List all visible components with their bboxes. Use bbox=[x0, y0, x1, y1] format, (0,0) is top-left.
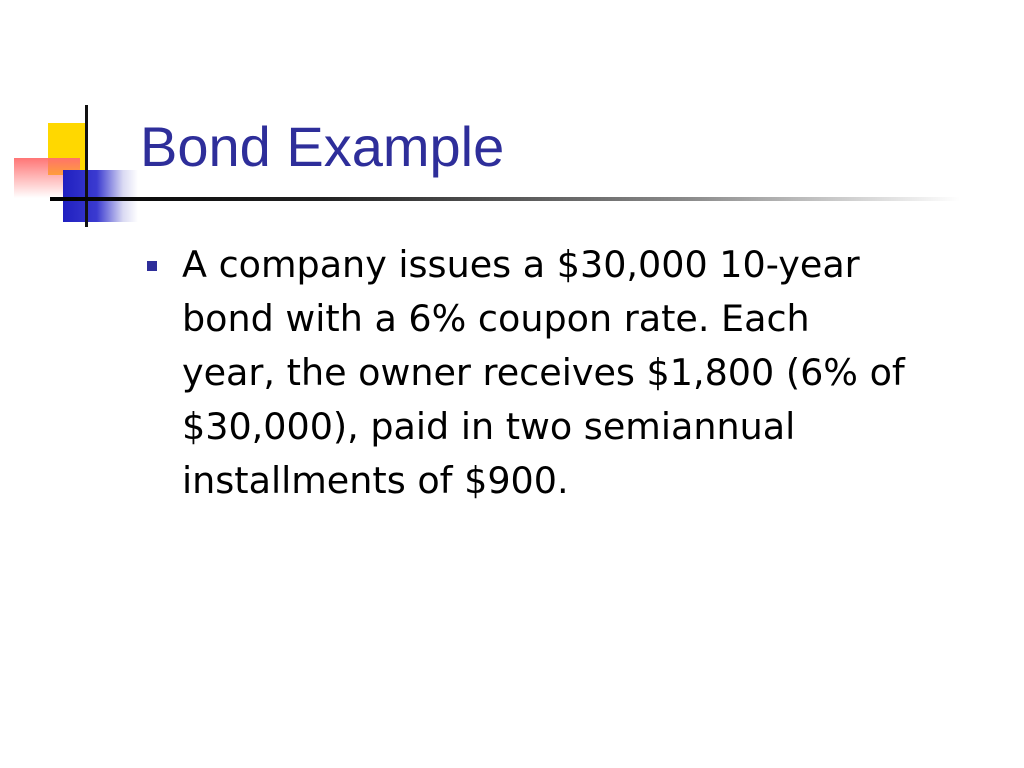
bullet-line: A company issues a $30,000 10-year bbox=[182, 243, 860, 286]
bullet-line: year, the owner receives $1,800 (6% of bbox=[182, 351, 905, 394]
logo-vertical-line bbox=[85, 105, 88, 227]
bullet-text bbox=[182, 238, 992, 508]
slide-title: Bond Example bbox=[140, 115, 505, 178]
decorative-squares-icon bbox=[10, 105, 140, 230]
square-bullet-icon bbox=[147, 261, 157, 271]
title-divider bbox=[50, 197, 960, 201]
bullet-line: $30,000), paid in two semiannual bbox=[182, 405, 796, 448]
bullet-line: installments of $900. bbox=[182, 459, 569, 502]
blue-square bbox=[63, 170, 138, 222]
bullet-line: bond with a 6% coupon rate. Each bbox=[182, 297, 810, 340]
